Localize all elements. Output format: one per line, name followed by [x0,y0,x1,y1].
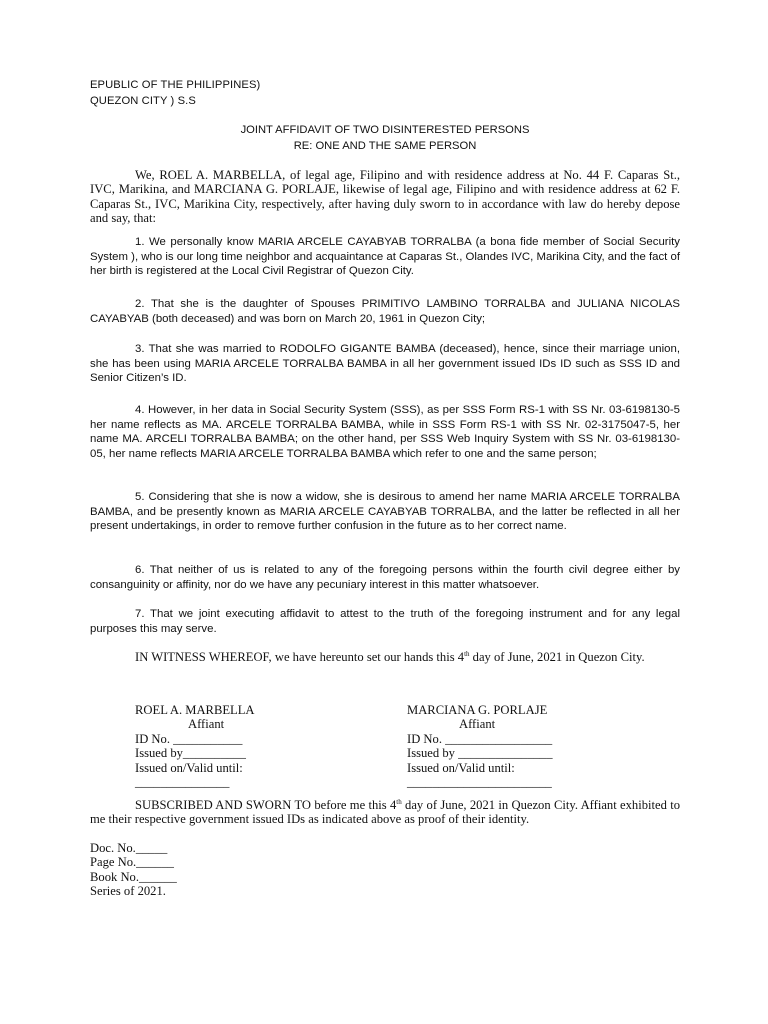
notary-book-no: Book No.______ [90,869,177,884]
notary-series: Series of 2021. [90,884,166,899]
affiant-right-block [407,703,553,789]
subscribed-text-end: day of June, 2021 in Quezon City. Affiant exhibited to me their respective government issued IDs as indicated above as proof of their identity. [90,798,680,827]
subscribed-paragraph [90,798,680,827]
affiant-left-issued-on: Issued on/Valid until: [135,760,243,775]
header-quezon-city: QUEZON CITY ) S.S [90,95,196,107]
affiant-right-issued-on: Issued on/Valid until: [407,760,515,775]
paragraph-1: 1. We personally know MARIA ARCELE CAYABYAB TORRALBA (a bona fide member of Social Security System ), who is our long time neighbor and acquaintance at Caparas St., Olandes IVC, Marikina City, and the fact of her birth is registered at the Local Civil Registrar of Quezon City. [90,236,680,278]
affiant-left-id: ID No. ___________ [135,731,243,746]
witness-text-end: day of June, 2021 in Quezon City. [469,650,645,664]
affiant-right-id: ID No. _________________ [407,731,553,746]
header-republic: EPUBLIC OF THE PHILIPPINES) [90,79,261,91]
affiant-right-issued-by: Issued by _______________ [407,746,553,761]
witness-ordinal-suffix: th [464,649,470,658]
paragraph-2: 2. That she is the daughter of Spouses PRIMITIVO LAMBINO TORRALBA and JULIANA NICOLAS CAYABYAB (both deceased) and was born on March 20, 1961 in Quezon City; [90,298,680,325]
affiant-right-name: MARCIANA G. PORLAJE [407,703,548,717]
document-subtitle: RE: ONE AND THE SAME PERSON [293,140,477,152]
affiant-left-name: ROEL A. MARBELLA [135,703,255,717]
subscribed-ordinal-suffix: th [396,797,402,806]
affiant-right-signature-line: _______________________ [407,775,552,790]
notary-page-no: Page No.______ [90,855,174,870]
affiant-left-role: Affiant [188,717,225,732]
notary-doc-no: Doc. No._____ [90,841,168,855]
paragraph-5: 5. Considering that she is now a widow, she is desirous to amend her name MARIA ARCELE TORRALBA BAMBA, and be presently known as MARIA ARCELE CAYABYAB TORRALBA, and the latter be reflected in all her present undertakings, in order to remove further confusion in the future as to her correct name. [90,491,680,533]
witness-paragraph [90,650,680,664]
intro-paragraph: We, ROEL A. MARBELLA, of legal age, Filipino and with residence address at No. 44 F. Caparas St., IVC, Marikina, and MARCIANA G. PORLAJE, likewise of legal age, Filipino and with residence address at 62 F. Caparas St., IVC, Marikina City, respectively, after having duly sworn to in accordance with law do hereby depose and say, that: [90,168,680,226]
witness-text-start: IN WITNESS WHEREOF, we have hereunto set our hands this 4 [135,650,465,664]
paragraph-6: 6. That neither of us is related to any of the foregoing persons within the fourth civil degree either by consanguinity or affinity, nor do we have any pecuniary interest in this matter whatsoever. [90,564,680,591]
subscribed-text-start: SUBSCRIBED AND SWORN TO before me this 4 [135,798,397,812]
affiant-left-signature-line: _______________ [135,775,230,790]
paragraph-4: 4. However, in her data in Social Security System (SSS), as per SSS Form RS-1 with SS Nr. 03-6198130-5 her name reflects as MA. ARCELE TORRALBA BAMBA, while in SSS Form RS-1 with SS Nr. 02-3175047-5, her name MA. ARCELI TORRALBA BAMBA; on the other hand, per SSS Web Inquiry System with SS Nr. 03-6198130-05, her name reflects MARIA ARCELE TORRALBA BAMBA which refer to one and the same person; [90,404,680,460]
affiant-right-role: Affiant [459,717,496,732]
paragraph-7: 7. That we joint executing affidavit to attest to the truth of the foregoing instrument and for any legal purposes this may serve. [90,608,680,635]
affiant-left-issued-by: Issued by__________ [135,746,246,761]
document-title: JOINT AFFIDAVIT OF TWO DISINTERESTED PERSONS [240,124,530,136]
paragraph-3: 3. That she was married to RODOLFO GIGANTE BAMBA (deceased), hence, since their marriage union, she has been using MARIA ARCELE TORRALBA BAMBA in all her government issued IDs ID such as SSS ID and Senior Citizen’s ID. [90,343,680,385]
notary-block [90,841,177,899]
affiant-left-block [135,703,255,789]
